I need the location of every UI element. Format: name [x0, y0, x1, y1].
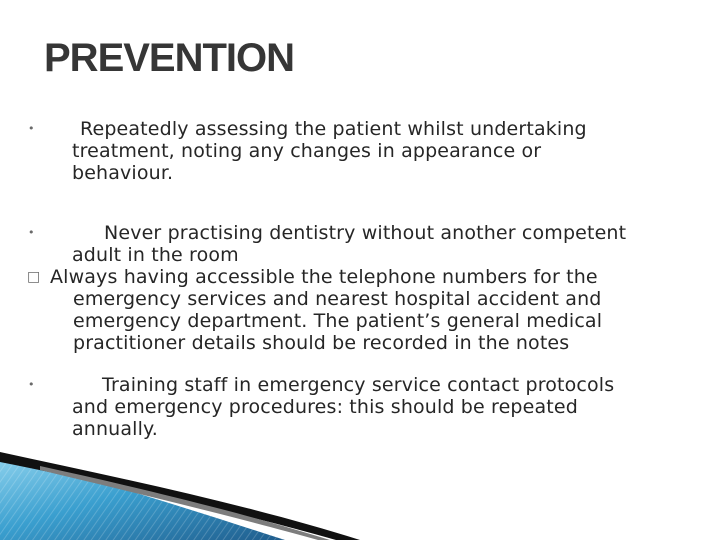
bullet-item-4 [72, 374, 614, 440]
bullet-item-3 [50, 266, 602, 354]
bullet-line: emergency services and nearest hospital accident and [73, 288, 602, 310]
slide-title: PREVENTION [44, 36, 295, 80]
bullet-line: Always having accessible the telephone numbers for the [50, 266, 598, 288]
bullet-item-1 [72, 118, 587, 184]
bullet-line: adult in the room [72, 244, 239, 266]
bullet-dot-icon: • [28, 122, 35, 135]
bullet-line: practitioner details should be recorded in the notes [73, 332, 570, 354]
bullet-box-icon: □ [27, 269, 41, 285]
bullet-line: Training staff in emergency service contact protocols [102, 374, 615, 396]
bullet-line: Never practising dentistry without another competent [104, 222, 627, 244]
bullet-line: emergency department. The patient’s general medical [73, 310, 603, 332]
bullet-line: Repeatedly assessing the patient whilst undertaking [80, 118, 587, 140]
bullet-item-2 [72, 222, 626, 266]
bullet-dot-icon: • [28, 226, 35, 239]
bullet-line: behaviour. [72, 162, 174, 184]
bullet-dot-icon: • [28, 378, 35, 391]
bullet-line: and emergency procedures: this should be repeated [72, 396, 578, 418]
bullet-line: annually. [72, 418, 158, 440]
bullet-line: treatment, noting any changes in appearance or [72, 140, 542, 162]
